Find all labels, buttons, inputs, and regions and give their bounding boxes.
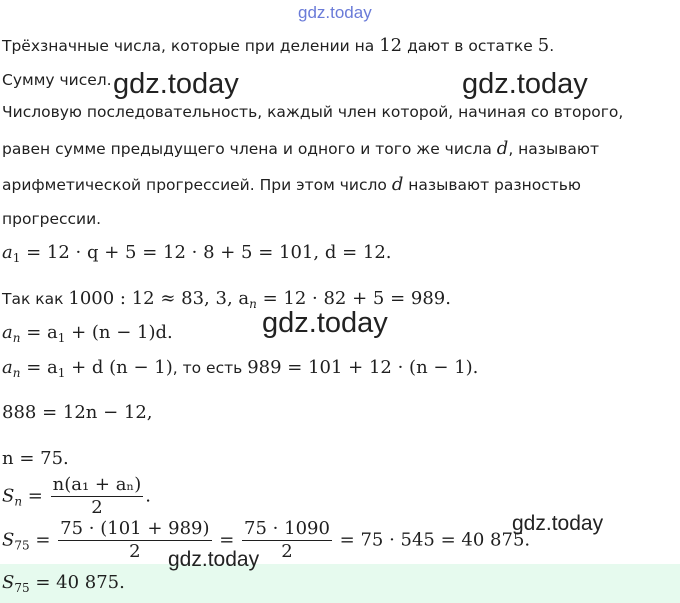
- definition-line-3: арифметической прогрессией. При этом число d называют разностью: [2, 174, 581, 195]
- fraction: $\frac{75 \cdot (101 + 989)}{2}$: [60, 518, 210, 562]
- watermark: gdz.today: [113, 68, 239, 100]
- watermark: gdz.today: [168, 548, 260, 571]
- problem-statement: Трёхзначные числа, которые при делении на 12 дают в остатке 5.: [2, 35, 555, 56]
- equation-sum-formula: $S_n$ = $\frac{\text{n(a₁ + aₙ)}}{2}$ .: [2, 474, 151, 518]
- fraction: $\frac{75 \cdot 1090}{2}$: [244, 518, 330, 562]
- watermark: gdz.today: [462, 68, 588, 100]
- definition-line-2: равен сумме предыдущего члена и одного и того же числа d, называют: [2, 138, 599, 159]
- watermark-top: gdz.today: [298, 3, 372, 22]
- equation-simplified: 888 = 12n − 12,: [2, 402, 153, 423]
- equation-first-term: $a_1 = 12 \cdot q + 5 = 12 \cdot 8 + 5 = 101$, d = 12.: [2, 242, 392, 265]
- equation-substitution: $a_n = a_1 + d$ (n − 1), то есть 989 = 101 + 12 · (n − 1).: [2, 357, 479, 380]
- definition-line-4: прогрессии.: [2, 210, 102, 228]
- watermark: gdz.today: [512, 512, 604, 535]
- definition-line-1: Числовую последовательность, каждый член которой, начиная со второго,: [2, 103, 624, 121]
- watermark: gdz.today: [262, 307, 388, 339]
- task-text: Сумму чисел.: [2, 71, 112, 89]
- equation-last-term: Так как 1000 : 12 ≈ 83, 3, $a_n = 12 \cdot 82 + 5 = 989$.: [2, 288, 451, 311]
- equation-nth-term-formula: $a_n = a_1 + (n - 1)d$.: [2, 322, 173, 345]
- equation-sum-computation: $S_{75}$ = $\frac{75 \cdot (101 + 989)}{2}$ = $\frac{75 \cdot 1090}{2}$ = 75 · 545 = 40 875.: [2, 518, 531, 562]
- equation-n-value: n = 75.: [2, 448, 69, 469]
- fraction: $\frac{\text{n(a₁ + aₙ)}}{2}$: [52, 474, 142, 518]
- final-answer: $S_{75} = 40$ 875.: [2, 572, 125, 595]
